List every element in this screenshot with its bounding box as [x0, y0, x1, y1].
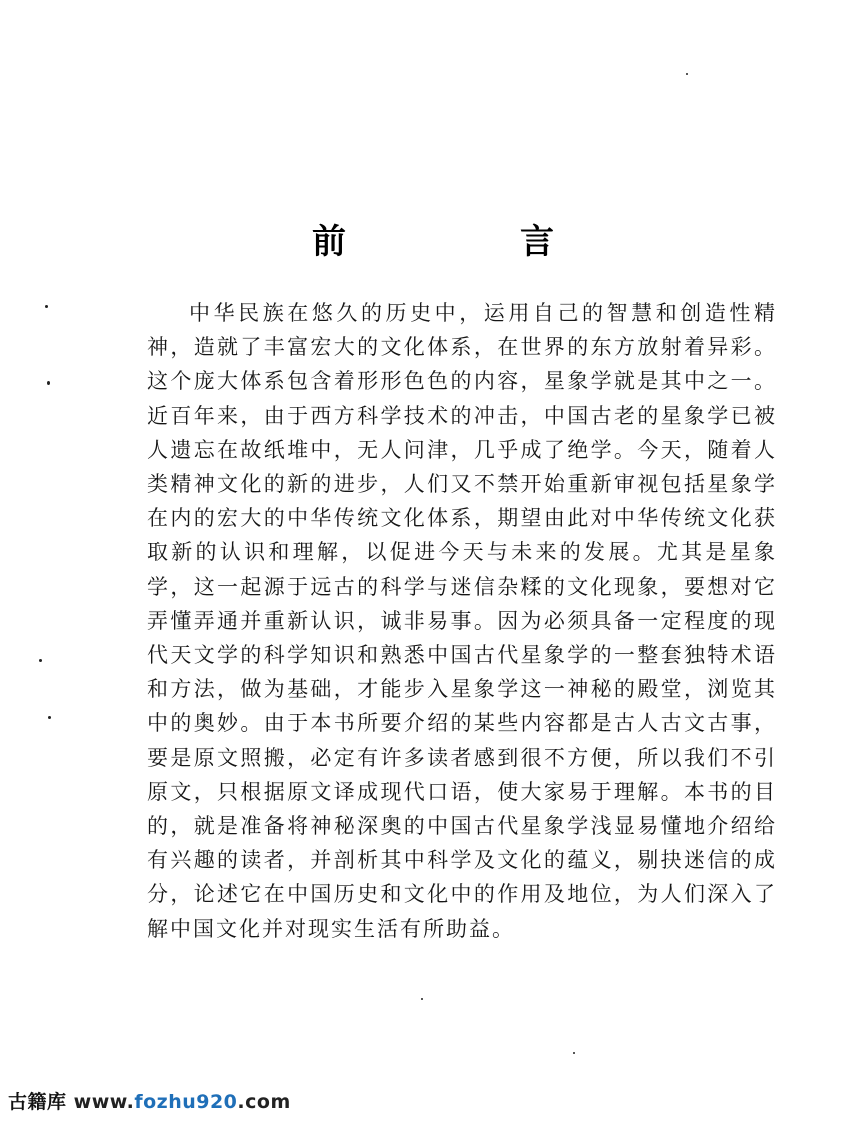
scan-speck [39, 659, 42, 662]
site-watermark [8, 1087, 291, 1114]
watermark-url-suffix: .com [237, 1091, 291, 1113]
scan-speck [48, 716, 51, 719]
scan-speck [421, 998, 423, 1000]
watermark-url-prefix: www. [73, 1091, 135, 1113]
page-title: 前 言 [312, 222, 624, 262]
scan-speck [45, 305, 48, 308]
scan-speck [573, 1052, 575, 1054]
scan-speck [47, 381, 50, 385]
watermark-label: 古籍库 [8, 1091, 67, 1113]
scan-speck [686, 73, 688, 75]
preface-paragraph: 中华民族在悠久的历史中，运用自己的智慧和创造性精神，造就了丰富宏大的文化体系，在世界的东方放射着异彩。这个庞大体系包含着形形色色的内容，星象学就是其中之一。近百年来，由于西方科学技术的冲击，中国古老的星象学已被人遗忘在故纸堆中，无人问津，几乎成了绝学。今天，随着人类精神文化的新的进步，人们又不禁开始重新审视包括星象学在内的宏大的中华传统文化体系，期望由此对中华传统文化获取新的认识和理解，以促进今天与未来的发展。尤其是星象学，这一起源于远古的科学与迷信杂糅的文化现象，要想对它弄懂弄通并重新认识，诚非易事。因为必须具备一定程度的现代天文学的科学知识和熟悉中国古代星象学的一整套独特术语和方法，做为基础，才能步入星象学这一神秘的殿堂，浏览其中的奥妙。由于本书所要介绍的某些内容都是古人古文古事，要是原文照搬，必定有许多读者感到很不方便，所以我们不引原文，只根据原文译成现代口语，使大家易于理解。本书的目的，就是准备将神秘深奥的中国古代星象学浅显易懂地介绍给有兴趣的读者，并剖析其中科学及文化的蕴义，剔抉迷信的成分，论述它在中国历史和文化中的作用及地位，为人们深入了解中国文化并对现实生活有所助益。 [147, 301, 777, 941]
watermark-url-domain: fozhu920 [134, 1091, 238, 1113]
